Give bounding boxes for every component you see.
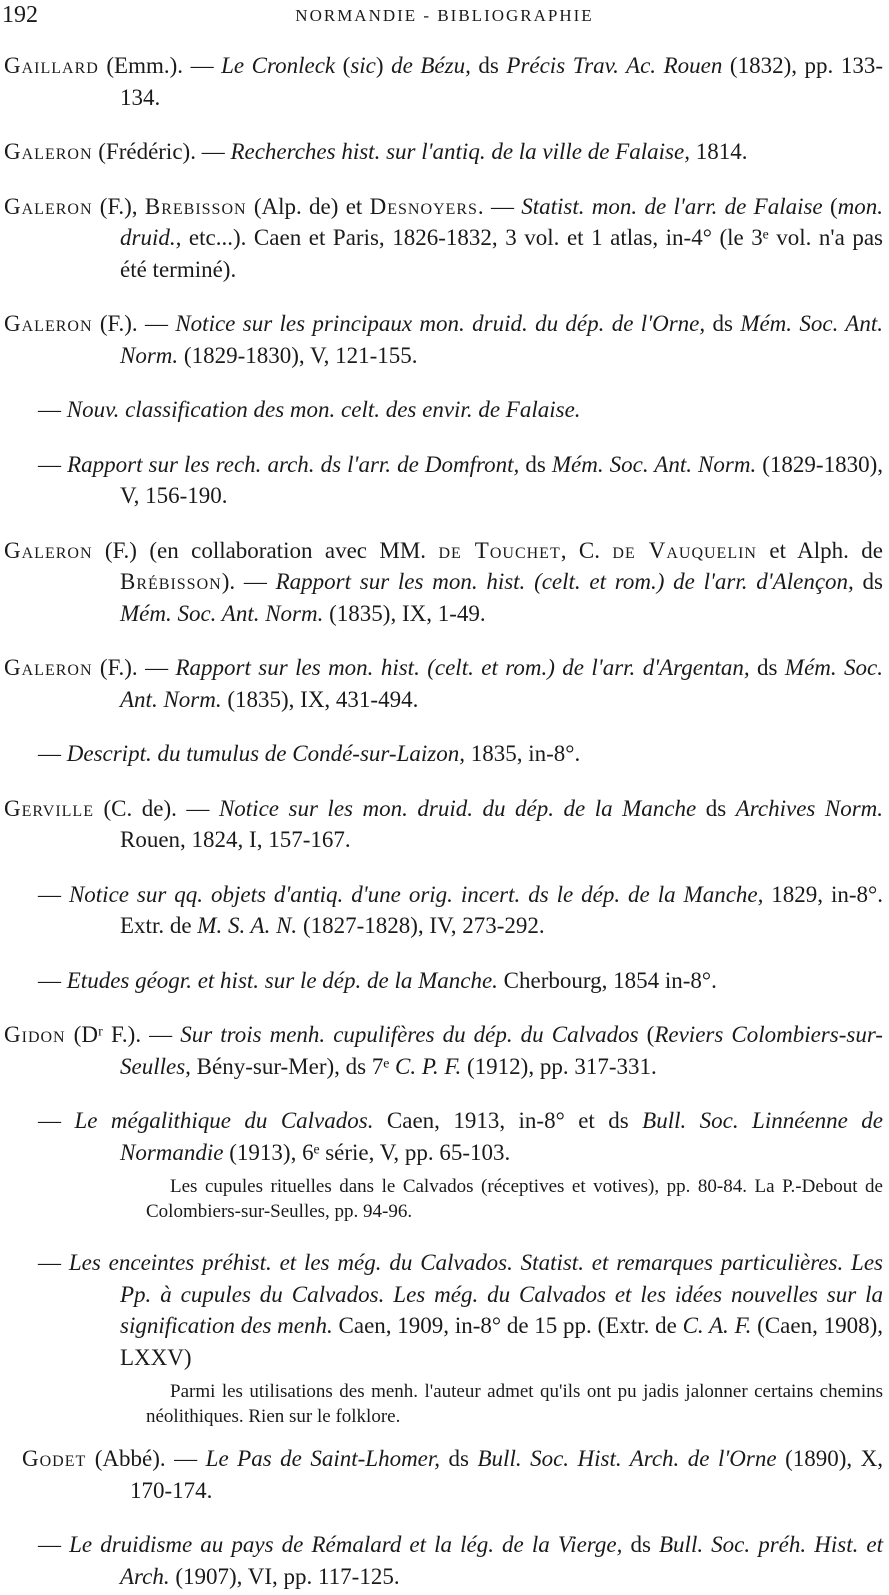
page-header <box>0 2 889 32</box>
bibliography-subentry: — Le mégalithique du Calvados. Caen, 1913, in-8° et ds Bull. Soc. Linnéenne de Normandie (1913), 6ᵉ série, V, pp. 65-103. <box>38 1108 883 1165</box>
bibliography-entry: Gerville (C. de). — Notice sur les mon. druid. du dép. de la Manche ds Archives Norm. Rouen, 1824, I, 157-167. <box>4 795 884 852</box>
annotation-note: Parmi les utilisations des menh. l'auteur admet qu'ils ont pu jadis jalonner certains chemins néolithiques. Rien sur le folklore. <box>146 1381 883 1427</box>
bibliography-entry: Gidon (Dʳ F.). — Sur trois menh. cupulifères du dép. du Calvados (Reviers Colombiers-sur-Seulles, Bény-sur-Mer), ds 7ᵉ C. P. F. (1912), pp. 317-331. <box>4 1022 883 1079</box>
page-number: 192 <box>2 2 38 28</box>
bibliography-subentry: — Etudes géogr. et hist. sur le dép. de la Manche. Cherbourg, 1854 in-8°. <box>38 967 717 993</box>
bibliography-entry: Godet (Abbé). — Le Pas de Saint-Lhomer, ds Bull. Soc. Hist. Arch. de l'Orne (1890), X, 170-174. <box>22 1446 883 1503</box>
bibliography-entry: Galeron (F.), Brebisson (Alp. de) et Desnoyers. — Statist. mon. de l'arr. de Falaise (mon. druid., etc...). Caen et Paris, 1826-1832, 3 vol. et 1 atlas, in-4° (le 3ᵉ vol. n'a pas été terminé). <box>4 193 883 282</box>
bibliography-subentry: — Nouv. classification des mon. celt. des envir. de Falaise. <box>38 397 581 422</box>
bibliography-subentry: — Descript. du tumulus de Condé-sur-Laizon, 1835, in-8°. <box>38 741 581 766</box>
bibliography-entry: Galeron (F.). — Notice sur les principaux mon. druid. du dép. de l'Orne, ds Mém. Soc. Ant. Norm. (1829-1830), V, 121-155. <box>4 311 883 368</box>
bibliography-subentry: — Rapport sur les rech. arch. ds l'arr. de Domfront, ds Mém. Soc. Ant. Norm. (1829-1830), V, 156-190. <box>38 451 884 508</box>
bibliography-entry: Galeron (Frédéric). — Recherches hist. sur l'antiq. de la ville de Falaise, 1814. <box>4 139 748 164</box>
running-title: NORMANDIE - BIBLIOGRAPHIE <box>295 6 594 25</box>
bibliography-entry: Galeron (F.) (en collaboration avec MM. de Touchet, C. de Vauquelin et Alph. de Brébisson). — Rapport sur les mon. hist. (celt. et rom.) de l'arr. d'Alençon, ds Mém. Soc. Ant. Norm. (1835), IX, 1-49. <box>4 537 884 626</box>
bibliography-subentry: — Les enceintes préhist. et les még. du Calvados. Statist. et remarques particulières. Les Pp. à cupules du Calvados. Les még. du Calvados et les idées nouvelles sur la signification des menh. Caen, 1909, in-8° de 15 pp. (Extr. de C. A. F. (Caen, 1908), LXXV) <box>38 1250 884 1370</box>
bibliography-list <box>0 50 889 1595</box>
bibliography-entry: Galeron (F.). — Rapport sur les mon. hist. (celt. et rom.) de l'arr. d'Argentan, ds Mém. Soc. Ant. Norm. (1835), IX, 431-494. <box>4 655 884 712</box>
bibliography-subentry: — Notice sur qq. objets d'antiq. d'une orig. incert. ds le dép. de la Manche, 1829, in-8°. Extr. de M. S. A. N. (1827-1828), IV, 273-292. <box>38 881 883 938</box>
annotation-note: Les cupules rituelles dans le Calvados (réceptives et votives), pp. 80-84. La P.-Debout de Colombiers-sur-Seulles, pp. 94-96. <box>146 1176 883 1222</box>
bibliography-entry: Gaillard (Emm.). — Le Cronleck (sic) de Bézu, ds Précis Trav. Ac. Rouen (1832), pp. 133-134. <box>4 53 883 110</box>
bibliography-subentry: — Le druidisme au pays de Rémalard et la lég. de la Vierge, ds Bull. Soc. préh. Hist. et Arch. (1907), VI, pp. 117-125. <box>38 1532 884 1589</box>
